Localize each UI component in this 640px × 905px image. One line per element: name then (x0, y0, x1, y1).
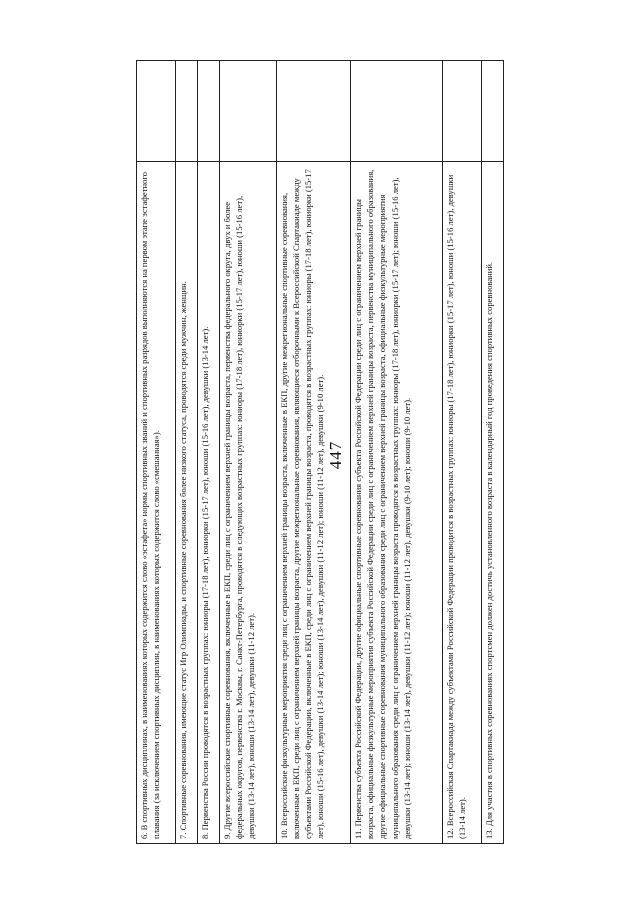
table-row (351, 61, 443, 844)
empty-cell (198, 61, 220, 162)
empty-cell (276, 61, 350, 162)
note-9: 9. Другие всероссийские спортивные соревнования, включенные в ЕКП, среди лиц с ограничением верхней границы возраста, первенства федерального округа, двух и более федеральных округов, первенства г. Москвы, г. Санкт-Петербурга, проводятся в следующих возрастных группах: юниоры (17-18 лет), юниорки (15-17 лет), юноши (15-16 лет), девушки (13-14 лет), юноши (13-14 лет), девушки (11-12 лет). (219, 161, 276, 843)
table-row (176, 61, 198, 844)
table-row (442, 61, 481, 844)
note-8: 8. Первенства России проводятся в возрастных группах: юниоры (17-18 лет), юниорки (15-17 лет), юноши (15-16 лет), девушки (13-14 лет). (198, 161, 220, 843)
table-row (276, 61, 350, 844)
table-row (137, 61, 176, 844)
notes-table-wrapper (136, 60, 504, 844)
empty-cell (351, 61, 443, 162)
note-7: 7. Спортивные соревнования, имеющие статус Игр Олимпиады, и спортивные соревнования более низкого статуса, проводятся среди мужчин, женщин. (176, 161, 198, 843)
note-13: 13. Для участия в спортивных соревнованиях спортсмен должен достичь установленного возраста в календарный год проведения спортивных соревнований. (482, 161, 504, 843)
note-10: 10. Всероссийские физкультурные мероприятия среди лиц с ограничением верхней границы возраста, включенные в ЕКП, другие межрегиональные спортивные соревнования, включенные в ЕКП, среди лиц с ограничением верхней границы возраста, другие межрегиональные соревнования, являющиеся отборочными к Всероссийской Спартакиаде между субъектами Российской Федерации, включенные в ЕКП, среди лиц с ограничением верхней границы возраста, проводятся в возрастных группах: юниоры (17-18 лет), юниорки (15-17 лет), юноши (15-16 лет), девушки (13-14 лет); юноши (13-14 лет), девушки (11-12 лет); юноши (11-12 лет), девушки (9-10 лет). (276, 161, 350, 843)
table-row (219, 61, 276, 844)
page-number: 447 (326, 440, 345, 470)
empty-cell (442, 61, 481, 162)
empty-cell (176, 61, 198, 162)
empty-cell (219, 61, 276, 162)
notes-table (136, 60, 504, 844)
empty-cell (482, 61, 504, 162)
table-row (198, 61, 220, 844)
table-row (482, 61, 504, 844)
note-6: 6. В спортивных дисциплинах, в наименованиях которых содержится слово «эстафета» нормы спортивных званий и спортивных разрядов выполняются на первом этапе эстафетного плавания (за исключением спортивных дисциплин, в наименованиях которых содержится слово «смешанная»). (137, 161, 176, 843)
note-11: 11. Первенства субъекта Российской Федерации, другие официальные спортивные соревнования субъекта Российской Федерации среди лиц с ограничением верхней границы возраста, официальные физкультурные мероприятия субъекта Российской Федерации среди лиц с ограничением верхней границы возраста, первенства муниципального образования, другие официальные спортивные соревнования муниципального образования среди лиц с ограничением верхней границы возраста, официальные физкультурные мероприятия муниципального образования среди лиц с ограничением верхней границы возраста проводятся в возрастных группах: юниоры (17-18 лет), юниорки (15-17 лет); юноши (15-16 лет), девушки (13-14 лет); юноши (13-14 лет), девушки (11-12 лет); юноши (11-12 лет), девушки (9-10 лет); юноши (9-10 лет). (351, 161, 443, 843)
note-12: 12. Всероссийская Спартакиада между субъектами Российской Федерации проводится в возрастных группах: юниоры (17-18 лет), юниорки (15-17 лет), юноши (15-16 лет), девушки (13-14 лет). (442, 161, 481, 843)
empty-cell (137, 61, 176, 162)
